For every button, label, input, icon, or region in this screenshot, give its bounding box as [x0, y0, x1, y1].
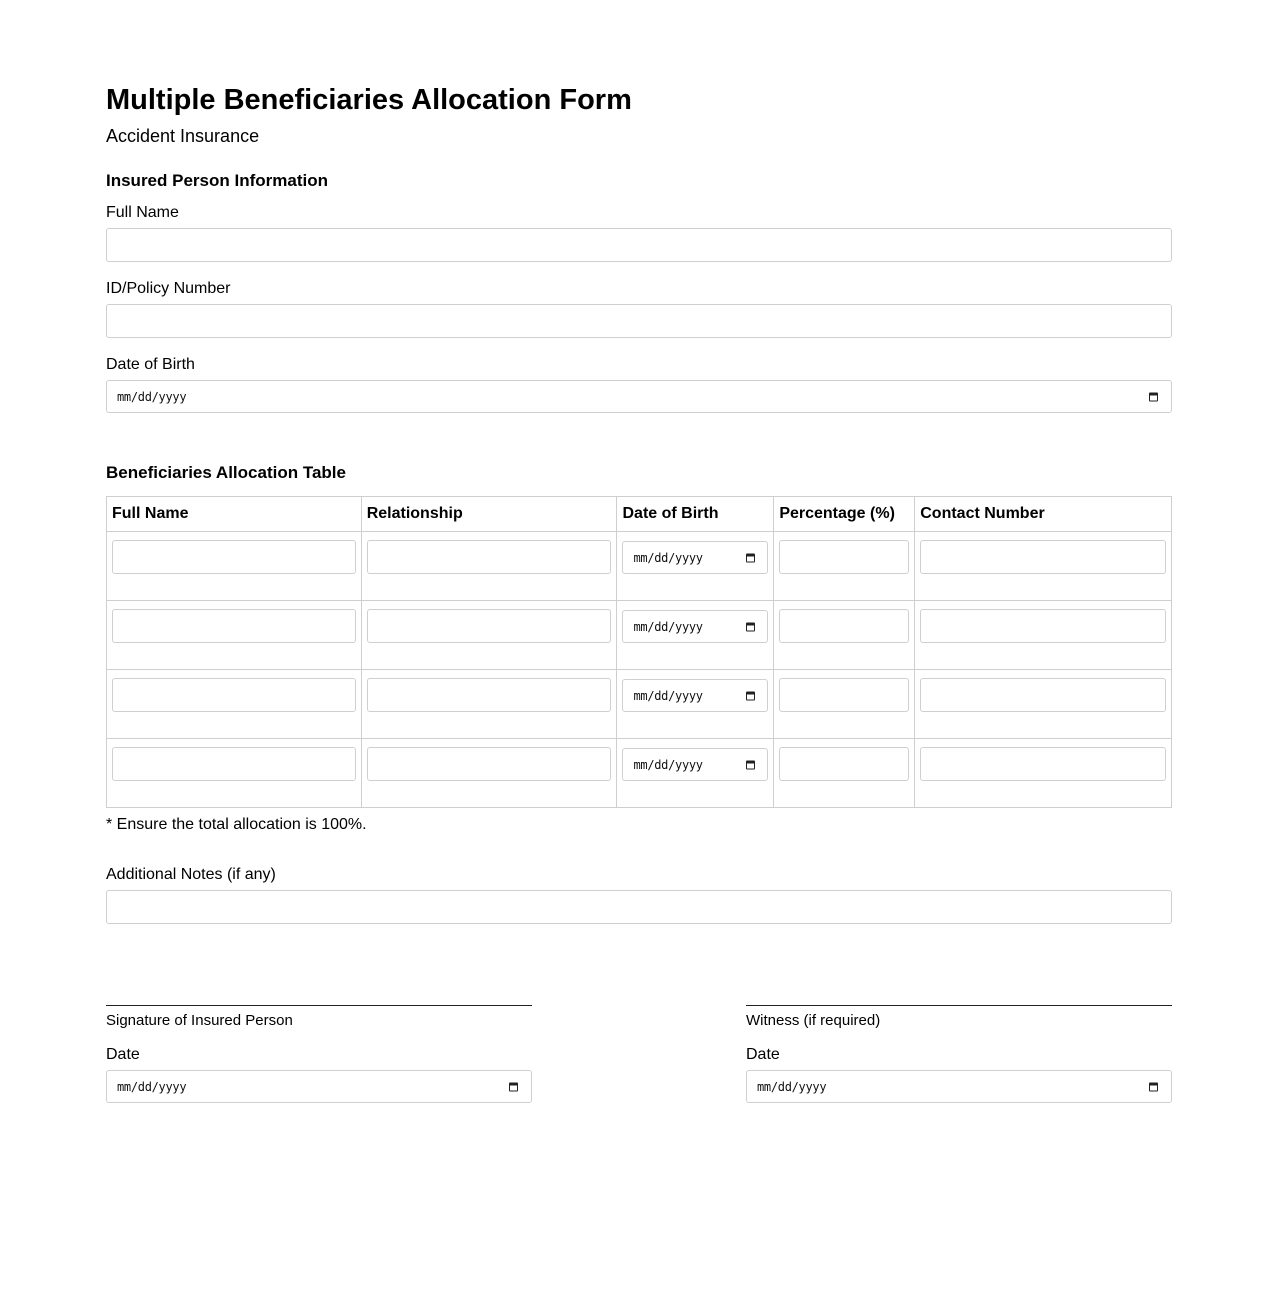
beneficiary-percentage-input[interactable] [779, 678, 909, 712]
table-row [107, 670, 1172, 739]
beneficiary-percentage-input[interactable] [779, 609, 909, 643]
beneficiary-percentage-input[interactable] [779, 540, 909, 574]
witness-date-label: Date [746, 1046, 780, 1063]
column-header-contact-number: Contact Number [915, 497, 1172, 532]
beneficiary-full-name-input[interactable] [112, 747, 356, 781]
calendar-icon[interactable] [746, 622, 755, 631]
beneficiary-contact-input[interactable] [920, 747, 1166, 781]
beneficiary-dob-input[interactable] [622, 679, 768, 712]
beneficiaries-section-title: Beneficiaries Allocation Table [106, 463, 346, 482]
insured-dob-input[interactable] [106, 380, 1172, 413]
beneficiary-percentage-input[interactable] [779, 747, 909, 781]
table-row [107, 739, 1172, 808]
insured-dob-label: Date of Birth [106, 356, 195, 373]
beneficiary-full-name-input[interactable] [112, 609, 356, 643]
date-placeholder: mm/dd/yyyy [633, 550, 703, 565]
additional-notes-input[interactable] [106, 890, 1172, 924]
insured-date-input[interactable] [106, 1070, 532, 1103]
table-row [107, 532, 1172, 601]
beneficiary-contact-input[interactable] [920, 540, 1166, 574]
calendar-icon[interactable] [1149, 1082, 1158, 1091]
date-placeholder: mm/dd/yyyy [633, 619, 703, 634]
insured-full-name-label: Full Name [106, 204, 179, 221]
allocation-note: * Ensure the total allocation is 100%. [106, 816, 367, 833]
column-header-date-of-birth: Date of Birth [617, 497, 774, 532]
table-row [107, 601, 1172, 670]
insured-signature-label: Signature of Insured Person [106, 1012, 293, 1029]
beneficiary-relationship-input[interactable] [367, 678, 612, 712]
column-header-percentage: Percentage (%) [774, 497, 915, 532]
date-placeholder: mm/dd/yyyy [633, 757, 703, 772]
insured-id-policy-label: ID/Policy Number [106, 280, 231, 297]
beneficiary-contact-input[interactable] [920, 678, 1166, 712]
insured-signature-line[interactable] [106, 1005, 532, 1006]
insured-id-policy-input[interactable] [106, 304, 1172, 338]
date-placeholder: mm/dd/yyyy [633, 688, 703, 703]
beneficiaries-table [106, 496, 1172, 808]
page-title: Multiple Beneficiaries Allocation Form [106, 84, 632, 116]
insured-date-label: Date [106, 1046, 140, 1063]
date-placeholder: mm/dd/yyyy [117, 389, 187, 404]
calendar-icon[interactable] [1149, 392, 1158, 401]
insured-full-name-input[interactable] [106, 228, 1172, 262]
witness-signature-label: Witness (if required) [746, 1012, 881, 1029]
witness-signature-line[interactable] [746, 1005, 1172, 1006]
page-subtitle: Accident Insurance [106, 126, 260, 146]
calendar-icon[interactable] [746, 691, 755, 700]
beneficiary-dob-input[interactable] [622, 748, 768, 781]
beneficiary-relationship-input[interactable] [367, 747, 612, 781]
insured-section-title: Insured Person Information [106, 171, 328, 190]
column-header-full-name: Full Name [107, 497, 362, 532]
beneficiary-full-name-input[interactable] [112, 678, 356, 712]
calendar-icon[interactable] [509, 1082, 518, 1091]
beneficiary-relationship-input[interactable] [367, 609, 612, 643]
column-header-relationship: Relationship [361, 497, 617, 532]
witness-date-input[interactable] [746, 1070, 1172, 1103]
additional-notes-label: Additional Notes (if any) [106, 866, 276, 883]
date-placeholder: mm/dd/yyyy [757, 1079, 827, 1094]
calendar-icon[interactable] [746, 760, 755, 769]
beneficiary-dob-input[interactable] [622, 541, 768, 574]
beneficiary-contact-input[interactable] [920, 609, 1166, 643]
beneficiary-dob-input[interactable] [622, 610, 768, 643]
beneficiary-relationship-input[interactable] [367, 540, 612, 574]
table-header-row [107, 497, 1172, 532]
calendar-icon[interactable] [746, 553, 755, 562]
date-placeholder: mm/dd/yyyy [117, 1079, 187, 1094]
beneficiary-full-name-input[interactable] [112, 540, 356, 574]
